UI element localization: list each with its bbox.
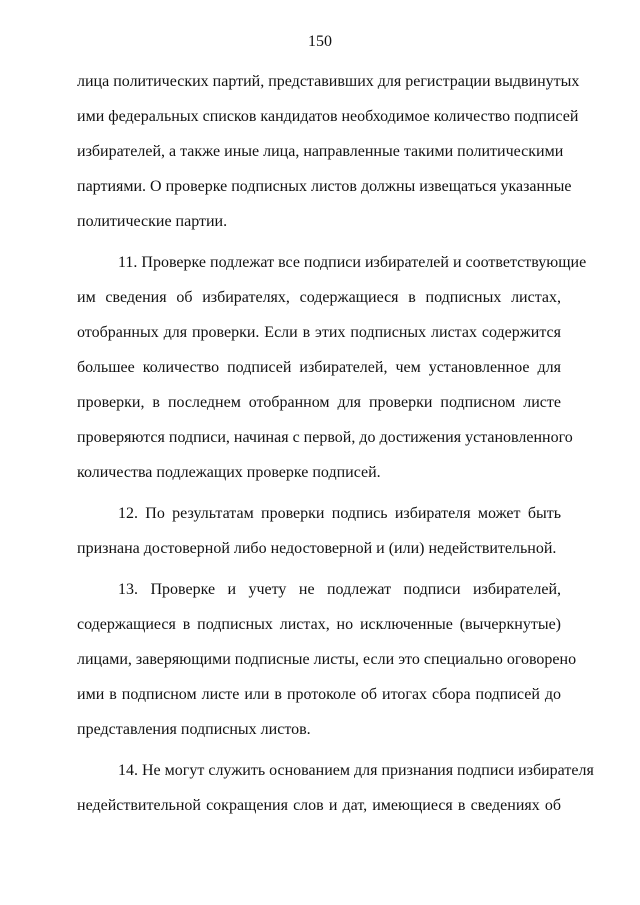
text-line: недействительной сокращения слов и дат, имеющиеся в сведениях об	[77, 797, 561, 814]
text-line: ими в подписном листе или в протоколе об итогах сбора подписей до	[77, 686, 561, 703]
text-line: признана достоверной либо недостоверной и (или) недействительной.	[77, 540, 557, 557]
text-line: содержащиеся в подписных листах, но исключенные (вычеркнутые)	[77, 616, 561, 633]
text-line: 11. Проверке подлежат все подписи избирателей и соответствующие	[118, 254, 587, 271]
paragraph-14	[77, 753, 594, 823]
text-line: проверки, в последнем отобранном для проверки подписном листе	[77, 394, 561, 411]
text-line: лицами, заверяющими подписные листы, если это специально оговорено	[77, 651, 577, 668]
text-line: представления подписных листов.	[77, 721, 311, 738]
text-line: 12. По результатам проверки подпись избирателя может быть	[118, 505, 561, 522]
paragraph-12	[77, 496, 561, 566]
text-line: лица политических партий, представивших для регистрации выдвинутых	[77, 73, 580, 90]
text-line: большее количество подписей избирателей, чем установленное для	[77, 359, 561, 376]
paragraph-continuation	[77, 64, 580, 239]
paragraph-11	[77, 245, 587, 490]
text-line: партиями. О проверке подписных листов должны извещаться указанные	[77, 178, 572, 195]
text-line: проверяются подписи, начиная с первой, до достижения установленного	[77, 429, 573, 446]
text-line: 14. Не могут служить основанием для признания подписи избирателя	[118, 762, 594, 779]
text-line: количества подлежащих проверке подписей.	[77, 464, 381, 481]
text-line: отобранных для проверки. Если в этих подписных листах содержится	[77, 324, 561, 341]
text-line: ими федеральных списков кандидатов необходимое количество подписей	[77, 108, 579, 125]
document-body	[77, 64, 594, 823]
text-line: 13. Проверке и учету не подлежат подписи избирателей,	[118, 581, 561, 598]
text-line: им сведения об избирателях, содержащиеся в подписных листах,	[77, 289, 561, 306]
paragraph-13	[77, 572, 577, 747]
text-line: политические партии.	[77, 213, 228, 230]
text-line: избирателей, а также иные лица, направленные такими политическими	[77, 143, 564, 160]
page-number: 150	[308, 33, 332, 50]
